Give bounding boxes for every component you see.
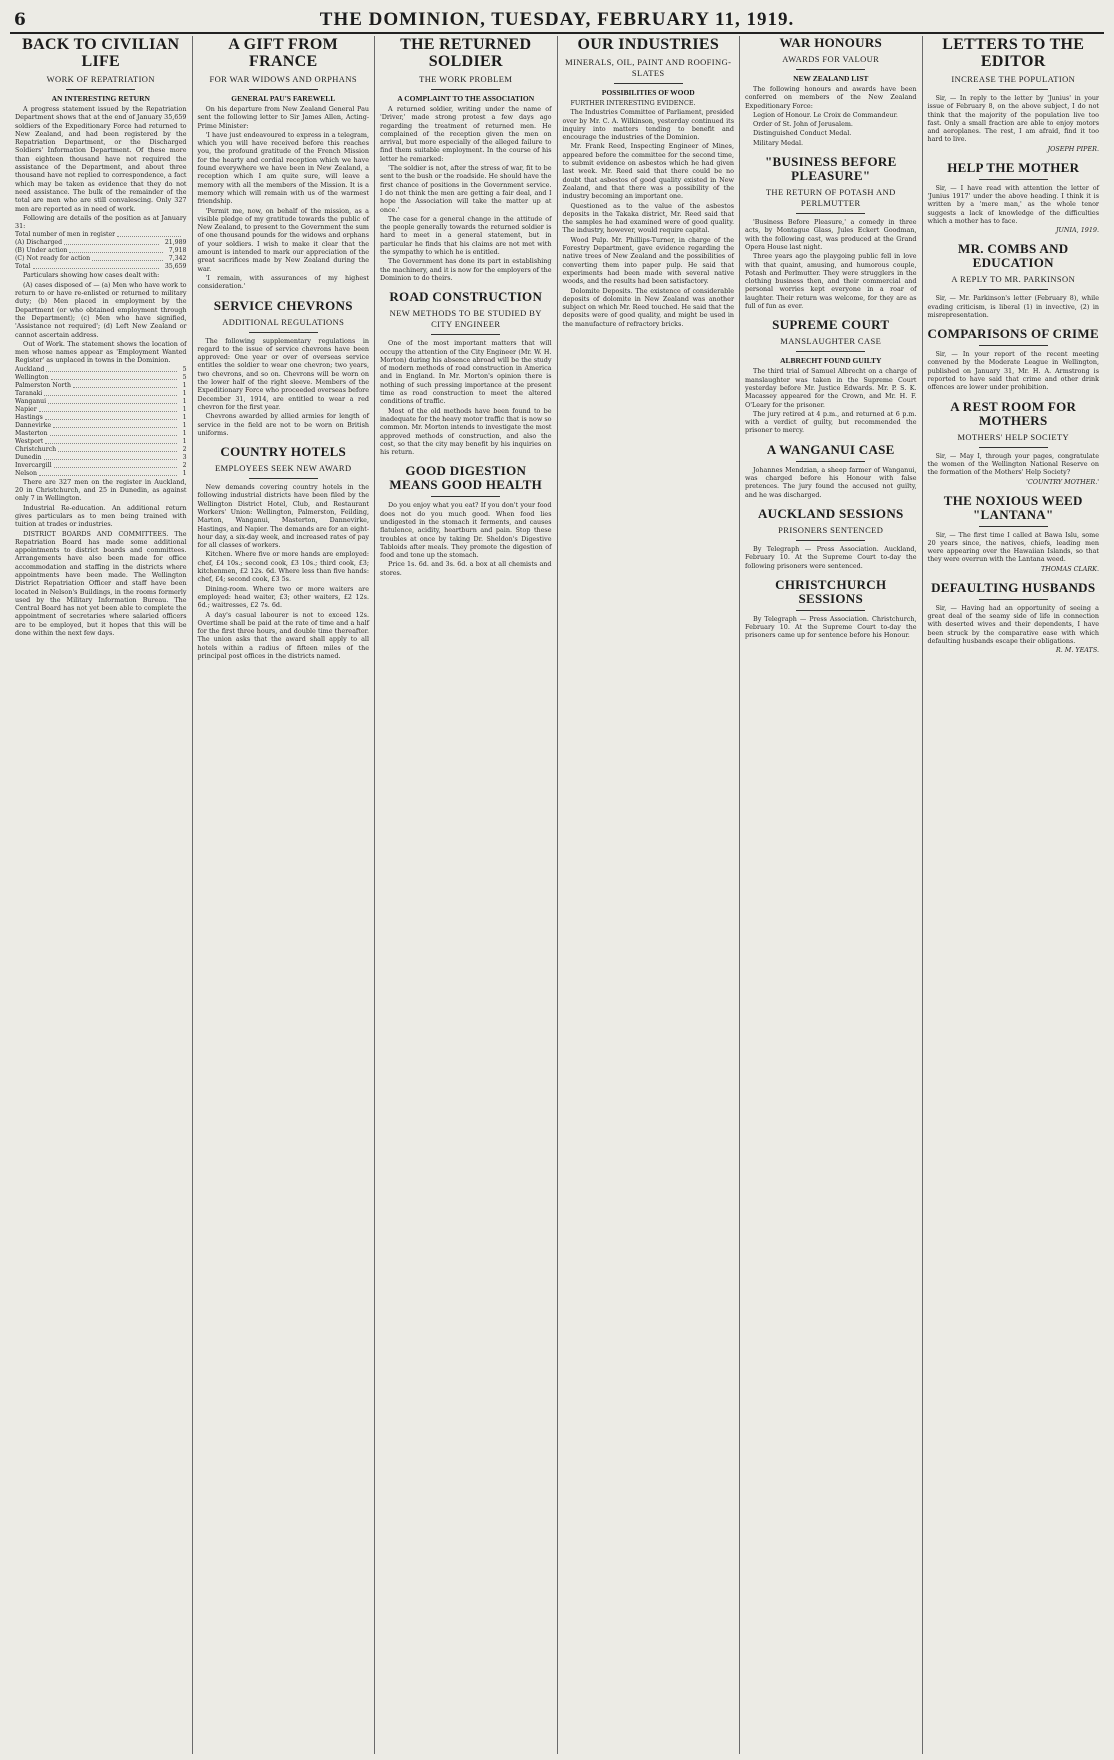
article-body: [15, 105, 187, 637]
article-headline: THE NOXIOUS WEED "LANTANA": [943, 492, 1083, 522]
article: [745, 318, 917, 434]
row-label: Total: [15, 263, 31, 271]
row-leader: [44, 390, 176, 396]
headline-rule: [796, 610, 865, 611]
row-leader: [44, 454, 177, 460]
article-headline: HELP THE MOTHER: [947, 159, 1080, 175]
row-label: Dunedin: [15, 453, 42, 461]
letter-signoff: JOSEPH PIPER.: [1047, 144, 1099, 153]
paragraph: Sir, — In reply to the letter by 'Junius' in your issue of February 8, on the above subject, I do not think that the majority of the population live too fast. Only a small fraction are able to enjoy motors and aeroplanes. The rest, I am afraid, find it too hard to live.: [927, 94, 1099, 144]
article: [928, 242, 1100, 319]
article: [928, 400, 1100, 486]
paragraph: Mr. Frank Reed, Inspecting Engineer of Mines, appeared before the committee for the second time, to submit evidence on asbestos which he had given last week. Mr. Reed said that there could be no doubt that asbestos of good quality existed in New Zealand, and that there was a possibility of the industry becoming an important one.: [562, 142, 734, 201]
article: [745, 507, 917, 570]
paragraph: Following are details of the position as at January 31:: [15, 213, 187, 231]
article-body: [198, 105, 370, 291]
row-value: 5: [182, 373, 187, 381]
row-value: 1: [182, 389, 187, 397]
column-6: [923, 36, 1105, 1754]
article-deck: MOTHERS' HELP SOCIETY: [957, 431, 1070, 442]
row-leader: [46, 366, 176, 372]
row-label: Masterton: [15, 429, 48, 437]
article-body: [928, 184, 1100, 234]
letter-signoff: JUNIA, 1919.: [1055, 226, 1099, 235]
row-value: 5: [182, 365, 187, 373]
paragraph: Out of Work. The statement shows the location of men whose names appear as 'Employment Wanted Register' as unplaced in towns in the Dominion.: [15, 339, 187, 365]
paragraph: DISTRICT BOARDS AND COMMITTEES. The Repatriation Board has made some additional appointments to district boards and committees. Arrangements have also been made for office accommodation and staffing in the districts where appointments have been made. The Wellington District Repatriation Officer and staff have been located in Nelson's Buildings, in the rooms formerly used by the Military Information Bureau. The Central Board has not yet been able to complete the appointment of secretaries where salaried officers are to be employed, but it hopes that this will be done within the next few days.: [15, 529, 187, 638]
article-deck: MANSLAUGHTER CASE: [780, 336, 882, 347]
article-headline: GOOD DIGESTION MEANS GOOD HEALTH: [389, 463, 543, 493]
headline-rule: [249, 478, 318, 479]
row-label: Wellington: [15, 373, 49, 381]
row-leader: [73, 382, 177, 388]
row-label: Christchurch: [15, 445, 57, 453]
paragraph: Three years ago the playgoing public fell in love with that quaint, amusing, and humorous couple, Potash and Perlmutter. They were strugglers in the clothing business then, and their commercial and personal worries kept everyone in a roar of laughter. Their return was welcome, for they are as full of fun as ever.: [745, 252, 917, 311]
article-headline: AUCKLAND SESSIONS: [757, 505, 904, 521]
headline-rule: [431, 89, 500, 90]
article-deck: THE WORK PROBLEM: [419, 74, 513, 84]
article: [745, 36, 917, 147]
location-row: [15, 454, 187, 462]
paragraph: (A) cases disposed of — (a) Men who have work to return to or have re-enlisted or returned to military duty; (b) Men placed in employment by the Department (or who obtained employment through the Department); (c) Men who have signified, 'Assistance not required'; (d) Left New Zealand or cannot ascertain address.: [15, 280, 187, 339]
article-body: [198, 483, 370, 660]
location-row: [15, 422, 187, 430]
article-headline: CHRISTCHURCH SESSIONS: [775, 576, 887, 606]
row-label: Auckland: [15, 365, 45, 373]
headline-rule: [796, 213, 865, 214]
row-label: Total number of men in register: [15, 231, 116, 239]
article-deck: FOR WAR WIDOWS AND ORPHANS: [209, 74, 358, 84]
row-label: (B) Under action: [15, 247, 68, 255]
article-deck: MINERALS, OIL, PAINT AND ROOFING-SLATES: [565, 57, 732, 78]
row-value: 1: [182, 397, 187, 405]
article: [380, 36, 552, 282]
row-label: Westport: [15, 437, 44, 445]
article-body: [745, 85, 917, 147]
article-body: [380, 339, 552, 456]
paragraph: Wood Pulp. Mr. Phillips-Turner, in charge of the Forestry Department, gave evidence regarding the native trees of New Zealand and the possibilities of converting them into paper pulp. He said that experiments had been made with several native woods, and the results had been satisfactory.: [562, 235, 734, 286]
paragraph: Particulars showing how cases dealt with:: [23, 271, 160, 280]
article-deck: ADDITIONAL REGULATIONS: [222, 316, 345, 327]
paragraph: Dolomite Deposits. The existence of considerable deposits of dolomite in New Zealand was another subject on which Mr. Reed touched. He said that the deposits were of good quality, and might be used in the manufacture of refractory bricks.: [562, 286, 734, 328]
article: [380, 464, 552, 577]
article-headline: "BUSINESS BEFORE PLEASURE": [764, 154, 897, 184]
paragraph: On his departure from New Zealand General Pau sent the following letter to Sir James Allen, Acting-Prime Minister:: [197, 105, 369, 130]
article-headline: ROAD CONSTRUCTION: [389, 289, 543, 305]
paragraph: The third trial of Samuel Albrecht on a charge of manslaughter was taken in the Supreme Court yesterday before Mr. Justice Edwards. Mr. P. S. K. Macassey appeared for the Crown, and Mr. H. F. O'Leary for the prisoner.: [745, 367, 917, 409]
row-value: 1: [182, 437, 187, 445]
row-value: 2: [182, 461, 187, 469]
location-row: [15, 366, 187, 374]
paragraph: Price 1s. 6d. and 3s. 6d. a box at all chemists and stores.: [380, 560, 552, 577]
article-deck: AWARDS FOR VALOUR: [782, 54, 880, 64]
paragraph: Sir, — The first time I called at Bawa Islu, some 20 years since, the natives, chiefs, leading men were appearing over the Hawaiian Islands, so that they were overrun with the Lantana weed.: [927, 530, 1099, 564]
article-body: [745, 545, 917, 570]
article-body: [563, 99, 735, 328]
paragraph: The Government has done its part in establishing the machinery, and it is now for the employers of the Dominion to do theirs.: [380, 257, 552, 282]
column-3: [375, 36, 558, 1754]
paragraph: Sir, — Mr. Parkinson's letter (February 8), while evading criticism, is liberal (1) in invective, (2) in misrepresentation.: [927, 294, 1099, 319]
article: [745, 443, 917, 499]
row-label: Palmerston North: [15, 381, 71, 389]
paragraph: 'I have just endeavoured to express in a telegram, which you will have received before this reaches you, the profound gratitude of the French Mission for the hearty and cordial reception which we have found everywhere we have been in New Zealand, a reception which I am quite sure, will leave a memory with all the members of the Mission. It is a memory which will remain with us of the warmest friendship.: [197, 130, 369, 206]
article-headline: A GIFT FROM FRANCE: [228, 36, 339, 70]
row-label: Taranaki: [15, 389, 43, 397]
article-body: [928, 531, 1100, 573]
paragraph: The case for a general change in the attitude of the people generally towards the returned soldier is hard to meet in a general statement, but in particular he finds that his claims are not met with the sympathy to which he is entitled.: [380, 214, 552, 257]
location-row: [15, 446, 187, 454]
paragraph: Military Medal.: [753, 138, 804, 147]
column-1: [10, 36, 193, 1754]
headline-rule: [796, 461, 865, 462]
paragraph: A progress statement issued by the Repatriation Department shows that at the end of January 35,659 soldiers of the Expeditionary Force had returned to New Zealand, and had been registered by the Repatriation Department, or the Discharged Soldiers' Information Department. Of these more than eighteen thousand have not required the assistance of the Department, and about three thousand have not replied to correspondence, a fact which may be taken as evidence that they do not need assistance. The bulk of the remainder of the total are men who are still convalescing. Only 327 men are reported as in need of work.: [15, 105, 187, 213]
paragraph: Sir, — In your report of the recent meeting convened by the Moderate League in Wellington, published on January 31, Mr. H. A. Armstrong is reported to have said that crime and other drink offences are lower under prohibition.: [927, 350, 1099, 392]
row-leader: [45, 414, 177, 420]
row-leader: [92, 255, 163, 261]
row-value: 1: [182, 429, 187, 437]
article-body: [928, 350, 1100, 391]
row-leader: [45, 438, 176, 444]
article: [15, 36, 187, 637]
row-label: Dannevirke: [15, 421, 52, 429]
article-headline: A WANGANUI CASE: [766, 441, 895, 457]
article: [745, 155, 917, 310]
row-value: 3: [182, 453, 187, 461]
article: [745, 578, 917, 640]
headline-rule: [796, 540, 865, 541]
article-subhead: POSSIBILITIES OF WOOD: [601, 88, 695, 97]
paragraph: Chevrons awarded by allied armies for length of service in the field are not to be worn on British uniforms.: [197, 412, 369, 437]
column-4: [558, 36, 741, 1754]
row-leader: [50, 430, 177, 436]
headline-rule: [249, 332, 318, 333]
article: [198, 36, 370, 291]
table-row: [15, 239, 187, 247]
headline-rule: [979, 447, 1048, 448]
article-body: [928, 294, 1100, 319]
paragraph: New demands covering country hotels in the following industrial districts have been filed by the Wellington District Hotel, Club, and Restaurant Workers' Union: Wellington, Palmerston, Feilding, Marton, Wanganui, Masterton, Dannevirke, Hastings, and Napier. The demands are for an eight-hour day, a six-day week, and increased rates of pay for all classes of workers.: [197, 483, 369, 550]
article-subhead: GENERAL PAU'S FAREWELL: [231, 94, 336, 103]
row-value: 2: [182, 445, 187, 453]
article-headline: A REST ROOM FOR MOTHERS: [950, 398, 1077, 428]
row-leader: [33, 263, 159, 269]
article-headline: SUPREME COURT: [772, 317, 890, 333]
paragraph: The following honours and awards have been conferred on members of the New Zealand Expeditionary Force:: [745, 85, 917, 110]
headline-rule: [796, 69, 865, 70]
headline-rule: [431, 334, 500, 335]
row-value: 7,342: [168, 255, 187, 263]
paragraph: Johannes Mendzian, a sheep farmer of Wanganui, was charged before his Honour with false pretences. The jury found the accused not guilty, and he was discharged.: [745, 465, 917, 499]
paragraph: There are 327 men on the register in Auckland, 20 in Christchurch, and 25 in Dunedin, as against only 7 in Wellington.: [15, 477, 187, 503]
article-body: [745, 218, 917, 310]
masthead-title: THE DOMINION, TUESDAY, FEBRUARY 11, 1919.: [319, 9, 795, 30]
row-leader: [39, 406, 177, 412]
row-value: 1: [182, 413, 187, 421]
location-row: [15, 390, 187, 398]
table-row: [15, 247, 187, 255]
headline-rule: [614, 83, 683, 84]
article-subhead: A COMPLAINT TO THE ASSOCIATION: [397, 94, 535, 103]
location-row: [15, 470, 187, 478]
headline-rule: [431, 496, 500, 497]
row-value: 1: [182, 381, 187, 389]
article-deck: NEW METHODS TO BE STUDIED BY CITY ENGINEER: [389, 308, 542, 330]
row-leader: [58, 446, 176, 452]
row-label: Hastings: [15, 413, 43, 421]
paragraph: Legion of Honour. Le Croix de Commandeur.: [753, 110, 898, 119]
article-deck: EMPLOYEES SEEK NEW AWARD: [215, 463, 352, 474]
letter-signoff: R. M. YEATS.: [1055, 646, 1099, 655]
article-body: [745, 466, 917, 499]
row-leader: [39, 470, 177, 476]
row-value: 1: [182, 405, 187, 413]
paragraph: Most of the old methods have been found to be inadequate for the heavy motor traffic that is now so common. Mr. Morton intends to investigate the most approved methods of construction, and also the cost, so that the city may benefit by his inquiries on his return.: [380, 406, 552, 457]
headline-rule: [249, 89, 318, 90]
location-row: [15, 414, 187, 422]
paragraph: Order of St. John of Jerusalem.: [753, 120, 853, 129]
article-subhead: ALBRECHT FOUND GUILTY: [780, 356, 882, 366]
article-body: [745, 615, 917, 640]
row-leader: [54, 462, 177, 468]
article-headline: DEFAULTING HUSBANDS: [931, 579, 1096, 595]
row-label: Invercargill: [15, 461, 52, 469]
headline-rule: [979, 289, 1048, 290]
article: [928, 327, 1100, 391]
article: [380, 290, 552, 456]
paragraph: The jury retired at 4 p.m., and returned at 6 p.m. with a verdict of guilty, but recommended the prisoner to mercy.: [745, 409, 917, 435]
location-row: [15, 406, 187, 414]
article: [198, 299, 370, 438]
row-label: Wanganui: [15, 397, 47, 405]
paragraph: The following supplementary regulations in regard to the issue of service chevrons have been approved: One year or over of overseas service entitles the soldier to wear one chevron; two years, two chevrons, and so on. Chevrons will be worn on the lower half of the right sleeve. Members of the Expeditionary Force who proceeded overseas before December 31, 1914, are entitled to wear a red chevron for the first year.: [197, 336, 369, 411]
paragraph: By Telegraph — Press Association. Auckland, February 10. At the Supreme Court to-day the following prisoners were sentenced.: [745, 544, 917, 570]
table-row: [15, 255, 187, 263]
headline-rule: [796, 351, 865, 352]
article-body: [928, 94, 1100, 153]
paragraph: 'Permit me, now, on behalf of the mission, as a visible pledge of my gratitude towards the public of New Zealand, to present to the Government the sum of one thousand pounds for the widows and orphans of your soldiers. I wish to make it clear that the amount is intended to mark our appreciation of the great sacrifices made by New Zealand during the war.: [197, 206, 369, 273]
paragraph: Questioned as to the value of the asbestos deposits in the Takaka district, Mr. Reed said that the samples he had examined were of good quality. The industry, however, would require capital.: [562, 201, 734, 235]
letter-signoff: THOMAS CLARK.: [1040, 564, 1099, 573]
headline-rule: [979, 599, 1048, 600]
paragraph: Sir, — I have read with attention the letter of 'Junius 1917' under the above heading. I think it is written by a 'mere man,' as the whole tenor suggests a lack of knowledge of the difficulties which a mother has to face.: [927, 183, 1099, 225]
article-deck: PRISONERS SENTENCED: [778, 524, 884, 535]
location-row: [15, 438, 187, 446]
article-headline: COMPARISONS OF CRIME: [927, 326, 1099, 342]
article-body: [928, 452, 1100, 486]
paragraph: A day's casual labourer is not to exceed 12s. Overtime shall be paid at the rate of time and a half for the first three hours, and double time thereafter. The union asks that the award shall apply to all hotels within a radius of fifteen miles of the principal post offices in the districts named.: [197, 610, 369, 661]
headline-rule: [979, 179, 1048, 180]
paragraph: By Telegraph — Press Association. Christchurch, February 10. At the Supreme Court to-day the prisoners came up for sentence before his Honour.: [745, 614, 917, 640]
article-headline: SERVICE CHEVRONS: [213, 297, 353, 313]
column-2: [193, 36, 376, 1754]
article-body: [745, 367, 917, 434]
paragraph: One of the most important matters that will occupy the attention of the City Engineer (Mr. W. H. Morton) during his absence abroad will be the study of modern methods of road construction in America and in England. In Mr. Morton's opinion there is nothing of such pressing importance at the present time as road construction to meet the altered conditions of traffic.: [380, 339, 552, 406]
article: [928, 494, 1100, 573]
page-number: 6: [14, 10, 26, 30]
paragraph: Dining-room. Where two or more waiters are employed: head waiter, £3; other waiters, £2 12s. 6d.; waitresses, £2 7s. 6d.: [197, 584, 369, 610]
row-label: Napier: [15, 405, 37, 413]
row-leader: [69, 247, 162, 253]
article-body: [380, 105, 552, 282]
row-value: 35,659: [164, 263, 187, 271]
article-deck: INCREASE THE POPULATION: [951, 74, 1076, 84]
paragraph: Sir, — May I, through your pages, congratulate the women of the Wellington National Reserve on the formation of the Mothers' Help Society?: [927, 451, 1099, 477]
headline-rule: [979, 345, 1048, 346]
article: [928, 161, 1100, 234]
location-row: [15, 462, 187, 470]
row-value: 1: [182, 421, 187, 429]
location-row: [15, 398, 187, 406]
paragraph: Do you enjoy what you eat? If you don't your food does not do you much good. When food lies undigested in the stomach it ferments, and causes flatulence, acidity, heartburn and pain. Stop these troubles at once by taking Dr. Sheldon's Digestive Tabloids after meals. They promote the digestion of food and tone up the stomach.: [380, 501, 552, 560]
article-headline: BACK TO CIVILIAN LIFE: [22, 36, 180, 70]
article: [563, 36, 735, 328]
row-leader: [64, 239, 159, 245]
paragraph: 'I remain, with assurances of my highest consideration.': [197, 273, 369, 291]
paragraph: A returned soldier, writing under the name of 'Driver,' made strong protest a few days ago regarding the treatment of returned men. He complained of the reception given the men on arrival, but more especially of the alleged failure to find them suitable employment. In the course of his letter he remarked:: [380, 105, 552, 163]
location-row: [15, 374, 187, 382]
headline-rule: [979, 89, 1048, 90]
row-label: (A) Discharged: [15, 239, 63, 247]
paragraph: Sir, — Having had an opportunity of seeing a great deal of the seamy side of life in connection with deserted wives and their dependents, I have been struck by the comparative ease with which defaulting husbands escape their obligations.: [927, 603, 1099, 645]
article: [198, 445, 370, 660]
table-row: [15, 231, 187, 239]
row-value: 7,918: [168, 247, 187, 255]
article-headline: MR. COMBS AND EDUCATION: [958, 241, 1069, 271]
row-value: 21,989: [164, 239, 187, 247]
article: [928, 36, 1100, 153]
row-label: Nelson: [15, 469, 37, 477]
letter-signoff: 'COUNTRY MOTHER.': [1026, 477, 1099, 486]
article: [928, 581, 1100, 654]
paragraph: Industrial Re-education. An additional return gives particulars as to men being trained with tuition at trades or industries.: [15, 503, 187, 529]
row-label: (C) Not ready for action: [15, 255, 91, 263]
article-headline: COUNTRY HOTELS: [220, 444, 347, 460]
paragraph: Distinguished Conduct Medal.: [753, 129, 852, 138]
row-value: 1: [182, 469, 187, 477]
article-deck: A REPLY TO MR. PARKINSON: [951, 274, 1076, 285]
row-value: [183, 231, 187, 239]
location-row: [15, 382, 187, 390]
row-leader: [53, 422, 176, 428]
headline-rule: [979, 526, 1048, 527]
article-subhead: NEW ZEALAND LIST: [793, 74, 869, 83]
article-headline: WAR HONOURS: [779, 36, 883, 50]
article-body: [380, 501, 552, 577]
masthead: [10, 8, 1104, 34]
article-body: [198, 337, 370, 438]
headline-rule: [66, 89, 135, 90]
article-subhead: AN INTERESTING RETURN: [51, 94, 150, 103]
location-row: [15, 430, 187, 438]
article-body: [928, 604, 1100, 654]
article-deck: WORK OF REPATRIATION: [46, 74, 155, 84]
column-5: [740, 36, 923, 1754]
paragraph: The Industries Committee of Parliament, presided over by Mr. C. A. Wilkinson, yesterday continued its inquiry into matters tending to benefit and encourage the industries of the Dominion.: [562, 108, 734, 142]
article-headline: THE RETURNED SOLDIER: [400, 36, 532, 70]
paragraph: 'Business Before Pleasure,' a comedy in three acts, by Montague Glass, Jules Eckert Goodman, with the following cast, was produced at the Grand Opera House last night.: [745, 218, 917, 251]
article-deck: THE RETURN OF POTASH AND PERLMUTTER: [765, 187, 896, 209]
row-leader: [117, 231, 180, 237]
paragraph: FURTHER INTERESTING EVIDENCE.: [570, 99, 696, 107]
article-headline: OUR INDUSTRIES: [577, 36, 720, 53]
article-headline: LETTERS TO THE EDITOR: [942, 36, 1085, 70]
paragraph: 'The soldier is not, after the stress of war, fit to be sent to the bush or the roadside. He should have the first chance of positions in the Government service. I do not think the men are getting a fair deal, and I hope the Association will take the matter up at once.': [380, 164, 552, 214]
row-leader: [48, 398, 176, 404]
columns-container: [10, 36, 1104, 1754]
table-row: [15, 263, 187, 271]
row-leader: [51, 374, 177, 380]
paragraph: Kitchen. Where five or more hands are employed: chef, £4 10s.; second cook, £3 10s.; third cook, £3; kitchenmen, £2 12s. 6d. Where less than five hands: chef, £4; second cook, £3 5s.: [197, 550, 369, 584]
